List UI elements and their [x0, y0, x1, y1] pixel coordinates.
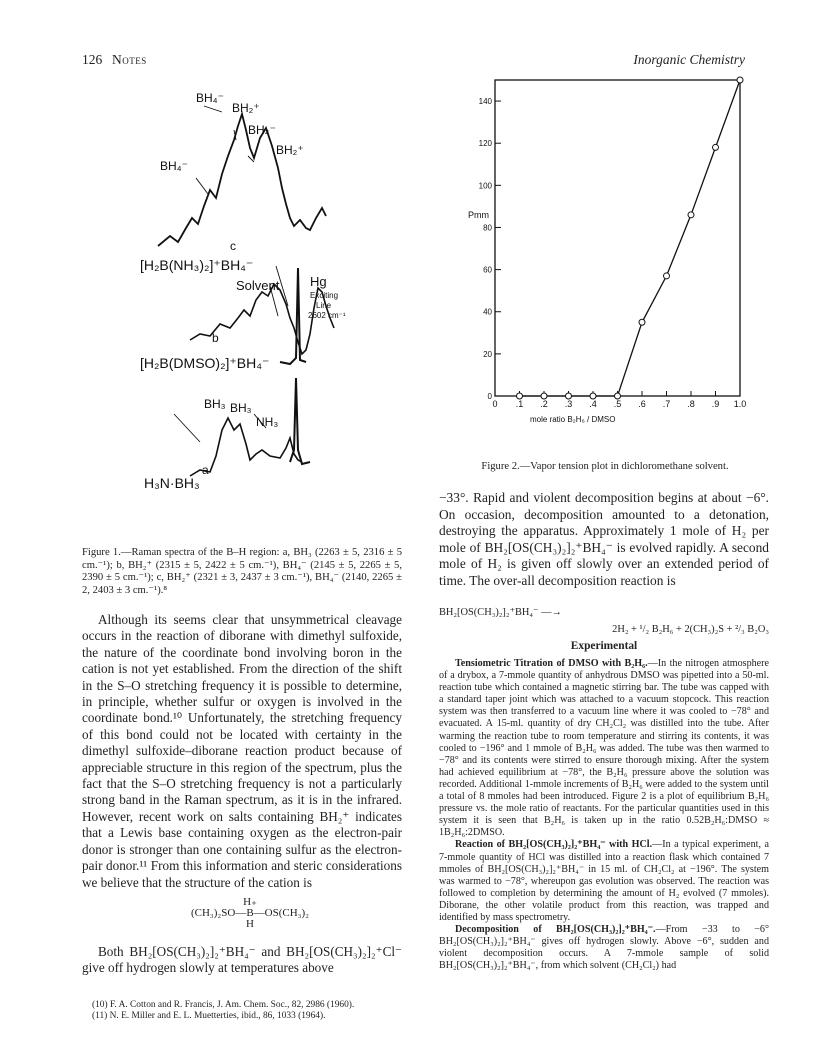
x-axis-label: mole ratio B₂H₆ / DMSO — [530, 415, 616, 424]
exp-decomposition-title: Decomposition of BH₂[OS(CH₃)₂]₂⁺BH₄⁻. — [455, 924, 656, 936]
x-tick-label: .3 — [564, 399, 573, 409]
x-tick-label: .9 — [711, 399, 720, 409]
ref-11: (11) N. E. Miller and E. L. Muetterties, ibid., 86, 1033 (1964). — [92, 1011, 326, 1021]
exp-hcl — [439, 839, 769, 924]
y-tick-label: 20 — [483, 349, 492, 359]
x-tick-label: .7 — [662, 399, 671, 409]
data-point — [541, 393, 547, 399]
label-bh3-2: BH₃ — [230, 401, 252, 415]
label-line: Line — [316, 301, 332, 310]
x-tick-label: 0 — [492, 399, 498, 409]
figure2-caption: Figure 2.—Vapor tension plot in dichloromethane solvent. — [481, 461, 729, 472]
experimental-section — [439, 658, 769, 972]
page-number: 126 — [82, 52, 103, 67]
experimental-heading: Experimental — [570, 640, 638, 652]
label-c: c — [230, 239, 236, 253]
hg-peak — [280, 268, 306, 364]
data-point — [737, 77, 743, 83]
y-axis-label: Pmm — [468, 210, 489, 220]
formula-a: H₃N·BH₃ — [144, 475, 200, 491]
x-tick-label: .1 — [515, 399, 524, 409]
ref-10: (10) F. A. Cotton and R. Francis, J. Am. Chem. Soc., 82, 2986 (1960). — [92, 1000, 355, 1010]
exp-tensiometric — [439, 658, 769, 839]
cation-structure — [150, 897, 350, 930]
hg-peak-a — [290, 378, 310, 464]
x-tick-label: .2 — [540, 399, 548, 409]
label-bh2-top: BH₂⁺ — [232, 101, 260, 115]
x-tick-label: .6 — [638, 399, 646, 409]
exp-tensiometric-title: Tensiometric Titration of DMSO with B₂H₆. — [455, 658, 648, 669]
label-line-value: 2602 cm⁻¹ — [308, 311, 346, 320]
y-tick-label: 140 — [478, 97, 492, 107]
label-b: b — [212, 331, 219, 345]
label-exciting: Exciting — [310, 291, 339, 300]
label-bh3-1: BH₃ — [204, 397, 226, 411]
spectrum-c — [158, 114, 326, 246]
data-line — [520, 80, 741, 396]
y-tick-label: 40 — [483, 307, 492, 317]
y-tick-label: 80 — [483, 223, 492, 233]
y-tick-label: 60 — [483, 265, 492, 275]
figure2-vapor-tension-plot — [450, 70, 750, 430]
label-a: a — [202, 463, 209, 477]
formula-b: [H₂B(DMSO)₂]⁺BH₄⁻ — [140, 355, 270, 371]
section-title: Notes — [112, 52, 147, 67]
equation-line-2: 2H₂ + ¹/₂ B₂H₆ + 2(CH₃)₂S + ²/₃ B₂O₃ — [612, 624, 769, 635]
x-tick-label: .8 — [687, 399, 695, 409]
label-hg: Hg — [310, 274, 327, 289]
label-bh4-top: BH₄⁻ — [196, 91, 224, 105]
x-tick-label: .4 — [589, 399, 597, 409]
equation-line-1: BH₂[OS(CH₃)₂]₂⁺BH₄⁻ —→ — [439, 607, 562, 618]
structure-mid: (CH₃)₂SO—B—OS(CH₃)₂ — [190, 907, 309, 919]
exp-hcl-title: Reaction of BH₂[OS(CH₃)₂]₂⁺BH₄⁻ with HCl. — [455, 839, 653, 851]
formula-c: [H₂B(NH₃)₂]⁺BH₄⁻ — [140, 257, 254, 273]
data-point — [517, 393, 523, 399]
data-point — [590, 393, 596, 399]
label-bh4-mid: BH₄⁻ — [248, 123, 276, 137]
right-paragraph-1: −33°. Rapid and violent decomposition begins at about −6°. On occasion, decomposition amounted to a detonation, destroying the apparatus. Approximately 1 mole of H₂ per mole of BH₂[OS(CH₃)₂]₂⁺BH₄⁻ is evolved rapidly. A second mole of H₂ is given off slowly over an extended period of time. The over-all decomposition reaction is — [439, 490, 769, 588]
decomposition-equation — [439, 606, 769, 635]
exp-hcl-body: —In a typical experiment, a 7-mmole quantity of HCl was distilled into a reaction flask which contained 7 mmoles of BH₂[OS(CH₃)₂]₂⁺BH₄⁻ in 15 ml. of CH₂Cl₂ at −196°. The system was warmed to −78°, whereupon gas evolution was observed. The reaction was followed to completion by determining the amount of H₂ evolved (7 mmoles). Diborane, the other volatile product from this reaction, was trapped and identified by mass spectrometry. — [439, 839, 769, 923]
journal-title: Inorganic Chemistry — [633, 52, 745, 67]
data-point — [639, 319, 645, 325]
x-tick-label: 1.0 — [733, 399, 747, 409]
label-bh2-mid: BH₂⁺ — [276, 143, 304, 157]
data-point — [664, 273, 670, 279]
structure-bot: H — [246, 918, 254, 930]
y-tick-label: 0 — [487, 392, 492, 401]
data-point — [713, 144, 719, 150]
structure-top: H₊ — [243, 896, 257, 908]
label-bh4-left: BH₄⁻ — [160, 159, 188, 173]
left-paragraph-2: Both BH₂[OS(CH₃)₂]₂⁺BH₄⁻ and BH₂[OS(CH₃)₂]₂⁺Cl⁻ give off hydrogen slowly at temperatures above — [82, 944, 402, 976]
plot-frame — [495, 80, 740, 396]
y-tick-label: 120 — [478, 139, 492, 149]
data-point — [688, 212, 694, 218]
exp-decomposition — [439, 924, 769, 972]
label-solvent: Solvent — [236, 278, 280, 293]
y-tick-label: 100 — [478, 181, 492, 191]
label-nh3: NH₃ — [256, 415, 279, 429]
figure1-caption: Figure 1.—Raman spectra of the B–H region: a, BH₃ (2263 ± 5, 2316 ± 5 cm.⁻¹); b, BH₂⁺ (2315 ± 5, 2422 ± 5 cm.⁻¹), BH₄⁻ (2145 ± 5, 2265 ± 5, 2390 ± 5 cm.⁻¹); c, BH₂⁺ (2321 ± 3, 2437 ± 3 cm.⁻¹), BH₄⁻ (2140, 2265 ± 2, 2403 ± 3 cm.⁻¹).⁸ — [82, 547, 402, 596]
data-point — [566, 393, 572, 399]
references — [82, 1000, 402, 1022]
left-paragraph-1: Although its seems clear that unsymmetrical cleavage occurs in the reaction of diborane with dimethyl sulfoxide, the nature of the coordinate bond involving boron in the cation is not yet established. From the direction of the shift in the S–O stretching frequency it is possible to determine, in principle, whether sulfur or oxygen is involved in the coordinate bond.¹⁰ Unfortunately, the stretching frequency of this bond could not be located with certainty in the dimethyl sulfoxide–diborane reaction product because of appreciable structure in this region of the spectrum, plus the fact that the S–O stretching frequency is not a particularly strong band in the Raman spectrum, as it is in the infrared. However, recent work on salts containing BH₂⁺ indicates that a Lewis base containing oxygen as the electron-pair donor is stronger than one containing sulfur as the electron-pair donor.¹¹ From this information and steric considerations we believe that the structure of the cation is — [82, 612, 402, 890]
figure1-raman-spectra — [130, 78, 400, 533]
exp-decomposition-body: —From −33 to −6° BH₂[OS(CH₃)₂]₂⁺BH₄⁻ gives off hydrogen slowly. Above −6°, sudden and violent decomposition occurs. A 7-mmole sample of solid BH₂[OS(CH₃)₂]₂⁺BH₄⁻, from which solvent (CH₂Cl₂) had — [439, 924, 769, 972]
x-tick-label: .5 — [613, 399, 622, 409]
data-point — [615, 393, 621, 399]
exp-tensiometric-body: —In the nitrogen atmosphere of a drybox, a 7-mmole quantity of anhydrous DMSO was pipetted into a 50-ml. reaction tube which contained a magnetic stirring bar. The tube was capped with a standard taper joint which was attached to a vacuum stopcock. This reaction system was then transferred to a vacuum line where it was cooled to −78° and evacuated. A 15-ml. quantity of dry CH₂Cl₂ was distilled into the tube. After warming the reaction tube to room temperature and stirring its contents, it was cooled to −196° and 1 mmole of B₂H₆ was added. The tube was then warmed to −78° and its contents were stirred to ensure thorough mixing. After the system had achieved equilibrium at −78°, the B₂H₆ pressure above the solution was recorded. Additional 1-mmole increments of B₂H₆ were added to the system until a total of 8 mmoles had been introduced. Figure 2 is a plot of equilibrium B₂H₆ pressure vs. the mole ratio of reactants. For the particular quantities used in this system it is seen that B₂H₆ is taken up in the ratio 0.52B₂H₆:DMSO ≈ 1B₂H₆:2DMSO. — [439, 658, 769, 839]
